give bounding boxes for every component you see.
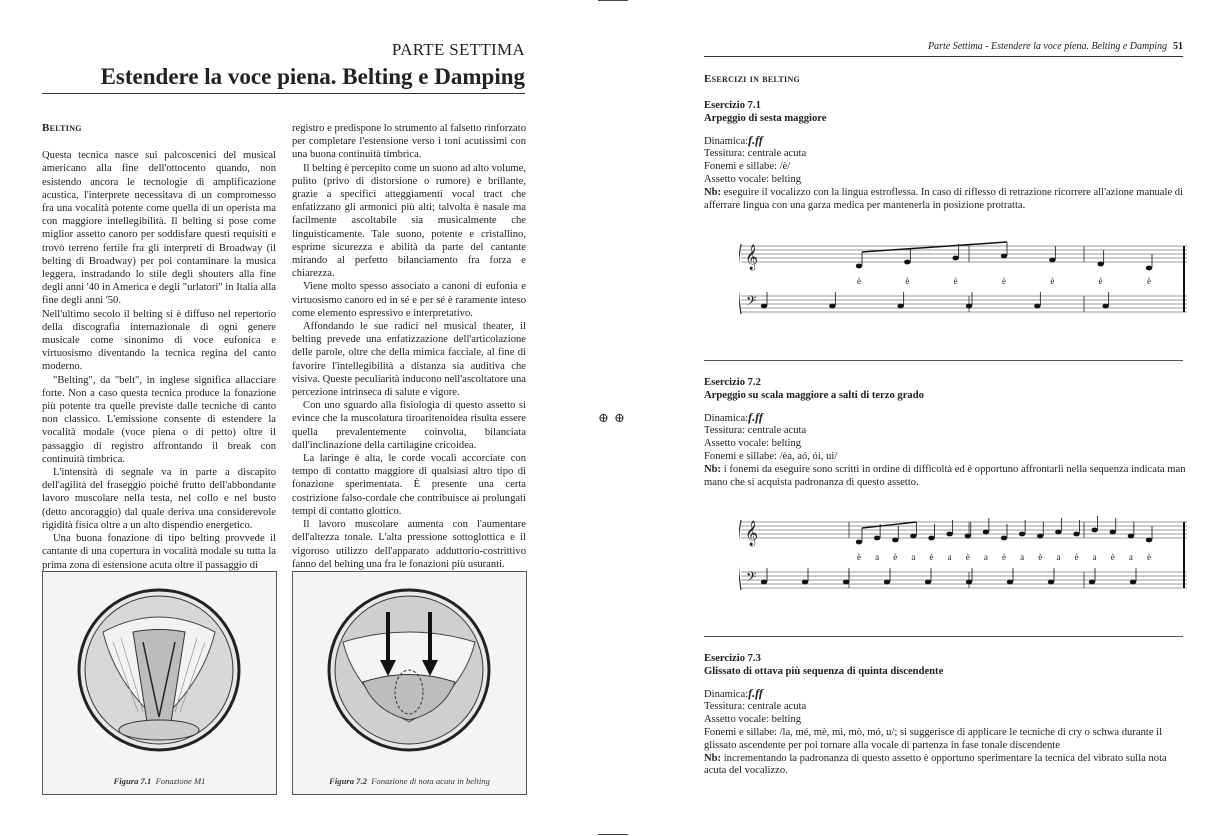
exercise-7-2 [704,377,1187,489]
tessitura: Tessitura: centrale acuta [704,701,807,713]
note-label: Nb: [704,463,722,475]
bass-note [843,580,849,585]
dynamics-value: f.ff [748,132,763,147]
dynamics-value: f.ff [748,409,763,424]
section-title: Esercizi in belting [704,73,801,85]
paragraph: Una buona fonazione di tipo belting provvede il cantante di una copertura in vocalità modale su tutta la prima zona di estensione acuta oltre il passaggio di [42,533,276,571]
bass-note [761,304,767,309]
figure-caption-text: Fonazione di nota acuta in belting [371,776,490,786]
note [856,264,862,269]
text-column-2 [292,122,526,571]
note [1110,530,1116,535]
paragraph: Questa tecnica nasce sui palcoscenici del musical americano alla fine dell'ottocento quando, non esistendo ancora le tecnologie di amplificazione acustica, l'interprete necessitava di un compromesso fra una vocalità potente come quella di un operista ma con maggiore intellegibilità. Il belting si pose come miglior assetto canoro per soddisfare questi requisiti e trovò terreno fertile fra gli interpreti di Broadway (il belting di Broadway) per poi contaminare la musica leggera, instradando lo stile degli shouters alla fine degli anni '40 in America e degli "urlatori" in Italia alla fine degli anni '50. [42,150,276,307]
exercise-title: Arpeggio su scala maggiore a salti di terzo grado [704,389,924,401]
lyric-syllable: è [857,552,861,562]
lyric-syllable: a [911,552,916,562]
tessitura: Tessitura: centrale acuta [704,148,807,160]
exercise-7-3 [704,653,1187,778]
paragraph: Nell'ultimo secolo il belting si è diffuso nel repertorio della discografia internazionale di ogni genere musicale come sinonimo di voce eufonica e virtuosismo diventando la tecnica regina del canto moderno. [42,308,276,373]
dynamics-line [704,687,1187,702]
lyric-syllable: è [893,552,898,562]
exercise-number: Esercizio 7.1 [704,100,761,111]
note [1128,534,1134,539]
bass-clef-icon: 𝄢 [746,293,757,312]
paragraph: "Belting", da "belt", in inglese significa allacciare forte. Non a caso questa tecnica produce la fonazione più potente tra quelle previste dalle tecniche di canto non classico. L'emissione consente di estendere la vocalità modale (voce piena o di petto) oltre il passaggio di registro affrontando il break con continuità timbrica. [42,374,276,465]
note [1073,532,1079,537]
part-title: PARTE SETTIMA [391,40,525,59]
note [1146,266,1152,271]
page-number: 51 [1173,41,1183,52]
figure-number: Figura 7.1 [113,776,152,786]
paragraph: Viene molto spesso associato a canoni di eufonia e virtuosismo canoro ed in sé e per sé è raramente inteso come elemento espressivo e interpretativo. [292,281,526,319]
note-text: i fonemi da eseguire sono scritti in ordine di difficoltà ed è opportuno affrontarli nella sequenza indicata man mano che si acquista padronanza di questo assetto. [704,463,1186,488]
note [983,530,989,535]
lyric-syllable: è [1147,552,1151,562]
paragraph: registro e predispone lo strumento al falsetto rinforzato per completare l'estensione verso i toni acutissimi con una buona continuità timbrica. [292,123,526,161]
larynx-belting-illustration [293,572,526,772]
lyric-syllable: a [1128,552,1133,562]
lyric-syllable: è [1098,276,1103,286]
bass-note [897,304,903,309]
running-head-text: Parte Settima - Estendere la voce piena. Belting e Damping [927,41,1167,52]
dynamics-label: Dinamica: [704,135,749,147]
treble-clef-icon: 𝄞 [745,521,759,546]
note [704,753,1187,779]
figure-7-2 [292,571,527,795]
note [704,187,1187,213]
phonemes: Fonemi e sillabe: /èa, aó, ói, ui/ [704,450,838,462]
note [1019,532,1025,537]
right-page [614,0,1228,836]
vocal-setting: Assetto vocale: belting [704,438,802,450]
dynamics-label: Dinamica: [704,412,749,424]
bass-note [1034,304,1040,309]
note [928,536,934,541]
running-head [704,41,1183,52]
note [1049,258,1055,263]
phonemes: Fonemi e sillabe: /la, mé, mè, mi, mò, mó, u/; si suggerisce di applicare le tecniche di cry o schwa durante il glissato ascendente per poi tornare alla vocale di partenza in fase tonale discendente [704,726,1163,751]
dynamics-label: Dinamica: [704,688,749,700]
paragraph: La laringe è alta, le corde vocali accorciate con tempo di contatto maggiore di qualsiasi altro tipo di fonazione sperimentata. È presente una certa costrizione falso-cordale che contribuisce ai prolungati tempi di contatto glottico. [292,453,526,517]
paragraph: Affondando le sue radici nel musical theater, il belting prevede una enfatizzazione dell'articolazione delle parole, oltre che della mimica facciale, al fine di favorire l'intellegibilità a distanza sia auditiva che visiva. Queste peculiarità inducono nell'ascoltatore una percezione intrinseca di salute e vigore. [292,321,526,399]
paragraph: Il lavoro muscolare aumenta con l'aumentare dell'altezza tonale. L'alta pressione sottoglottica e il vigoroso utilizzo dell'apparato adduttorio-costrittivo fanno del belting una fra le fonazioni più usuranti. [292,519,526,570]
chapter-title: Estendere la voce piena. Belting e Damping [100,64,525,89]
note [704,464,1187,490]
vocal-setting: Assetto vocale: belting [704,714,802,726]
exercise-number: Esercizio 7.2 [704,377,761,388]
bass-note [1130,580,1136,585]
bass-note [1089,580,1095,585]
text-column-1 [42,122,276,572]
separator [704,636,1183,637]
beam [862,242,1007,252]
treble-clef-icon: 𝄞 [745,245,759,270]
bass-note [966,580,972,585]
lyric-syllable: è [965,552,970,562]
exercise-title: Arpeggio di sesta maggiore [704,112,827,124]
paragraph: L'intensità di segnale va in parte a discapito dell'agilità del fraseggio poiché frutto dell'abbondante lavoro muscolare nella testa, nel collo e nel busto (detto ancoraggio) dal quale deriva una considerevole rigidità fisica oltre a un alto dispendio energetico. [42,467,276,531]
bass-note [884,580,890,585]
note-text: incrementando la padronanza di questo assetto è opportuno sperimentare la tecnica del vibrato sulla nota acuta del vocalizzo. [704,752,1167,777]
lyric-syllable: a [983,552,988,562]
note-text: eseguire il vocalizzo con la lingua estroflessa. In caso di riflesso di retrazione ricorrere all'azione manuale di afferrare lingua con una garza medica per mantenerla in posizione protratta. [704,186,1184,211]
phonemes: Fonemi e sillabe: /è/ [704,161,791,173]
header-rule [704,56,1183,57]
exercise-title: Glissato di ottava più sequenza di quinta discendente [704,665,944,677]
exercise-number: Esercizio 7.3 [704,653,761,664]
bass-clef-icon: 𝄢 [746,569,757,588]
section-heading: Belting [42,122,82,134]
bass-note [925,580,931,585]
bass-note [802,580,808,585]
larynx-illustration [43,572,276,772]
note [946,532,952,537]
lyric-syllable: a [1056,552,1061,562]
paragraph: Il belting è percepito come un suono ad alto volume, pulito (privo di distorsione o rumore) e brillante, grazie a specifici atteggiamenti vocal tract che enfatizzano gli armonici più alti; talvolta è nasale ma facilmente ascoltabile sia musicalmente che linguisticamente. Tale suono, potente e cristallino, esprime sicurezza e abilità da parte del cantante mirando al perfetto bilanciamento fra forza e chiarezza. [292,162,526,280]
brace-icon [739,520,741,590]
figure-caption [43,776,276,786]
bass-note [966,304,972,309]
bass-note [761,580,767,585]
left-page [0,0,600,836]
registration-mark-icon: ⊕ [614,410,625,425]
lyric-syllable: è [929,552,934,562]
note [1037,534,1043,539]
figure-caption [293,776,526,786]
lyric-syllable: è [1038,552,1043,562]
bass-note [1102,304,1108,309]
lyric-syllable: è [1147,276,1151,286]
note [1001,536,1007,541]
dynamics-line [704,411,1187,426]
lyric-syllable: a [1020,552,1025,562]
note [965,534,971,539]
note [892,538,898,543]
note [952,256,958,261]
registration-mark-icon: ⊕ [598,410,609,425]
figure-7-1 [42,571,277,795]
music-staff-7-1 [739,236,1189,326]
bass-note [1048,580,1054,585]
lyric-syllable: è [1002,276,1006,286]
lyric-syllable: è [857,276,861,286]
dynamics-line [704,134,1187,149]
lyric-syllable: è [953,276,958,286]
note [904,260,910,265]
note-label: Nb: [704,752,722,764]
note [910,534,916,539]
note-label: Nb: [704,186,722,198]
lyric-syllable: a [1092,552,1097,562]
note [1091,528,1097,533]
brace-icon [739,244,741,314]
title-rule [42,93,525,94]
separator [704,360,1183,361]
figure-number: Figura 7.2 [329,776,367,786]
lyric-syllable: a [947,552,952,562]
paragraph: Con uno sguardo alla fisiologia di questo assetto si evince che la muscolatura tiroaritenoidea risulta essere quella prevalentemente coinvolta, bilanciata dall'inclinazione della cartilagine cricoidea. [292,400,526,451]
note [1097,262,1103,267]
bass-note [829,304,835,309]
exercise-7-1 [704,100,1187,212]
beam [862,522,916,528]
music-staff-7-2 [739,512,1189,602]
vocal-setting: Assetto vocale: belting [704,173,802,185]
lyric-syllable: a [875,552,880,562]
note [1001,254,1007,259]
note [856,540,862,545]
note [1146,538,1152,543]
dynamics-value: f.ff [748,685,763,700]
lyric-syllable: è [1074,552,1079,562]
lyric-syllable: è [1050,276,1055,286]
bass-note [1007,580,1013,585]
note [1055,530,1061,535]
figure-caption-text: Fonazione M1 [155,776,206,786]
tessitura: Tessitura: centrale acuta [704,425,807,437]
lyric-syllable: è [905,276,910,286]
note [874,536,880,541]
lyric-syllable: è [1110,552,1115,562]
lyric-syllable: è [1002,552,1006,562]
